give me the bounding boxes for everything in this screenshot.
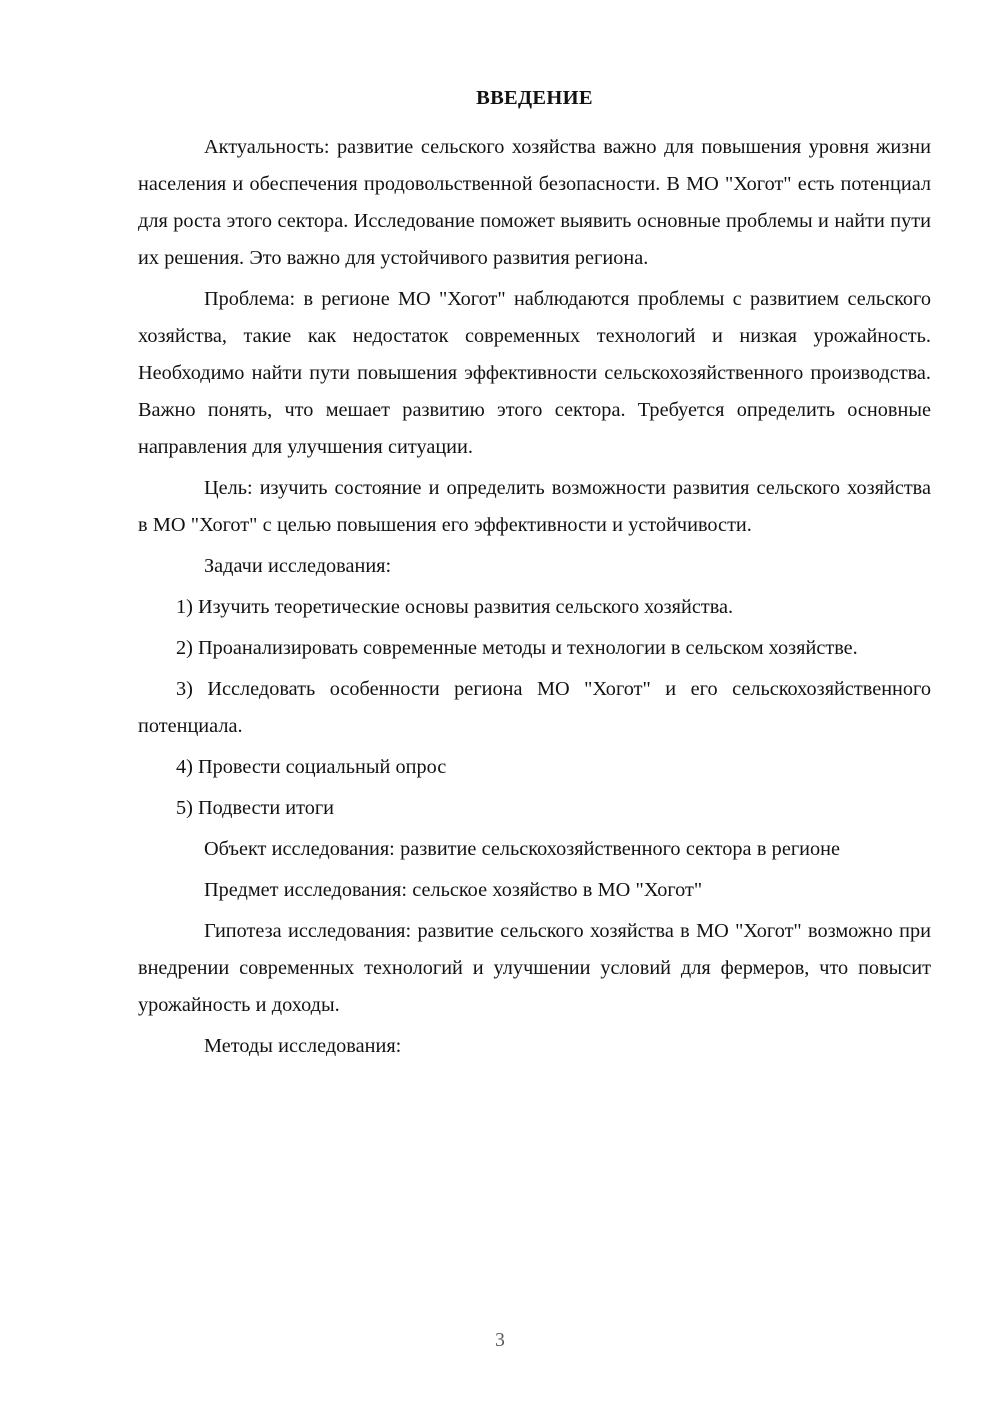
paragraph-relevance: Актуальность: развитие сельского хозяйства важно для повышения уровня жизни населения и обеспечения продовольственной безопасности. В МО "Хогот" есть потенциал для роста этого сектора. Исследование поможет выявить основные проблемы и найти пути их решения. Это важно для устойчивого развития региона. bbox=[138, 135, 931, 269]
paragraph-object: Объект исследования: развитие сельскохозяйственного сектора в регионе bbox=[204, 837, 840, 860]
page-title: ВВЕДЕНИЕ bbox=[476, 87, 593, 109]
list-item: 1) Изучить теоретические основы развития сельского хозяйства. bbox=[176, 595, 734, 618]
list-item: 5) Подвести итоги bbox=[176, 796, 335, 819]
paragraph-subject: Предмет исследования: сельское хозяйство в МО "Хогот" bbox=[204, 878, 703, 901]
methods-heading: Методы исследования: bbox=[204, 1034, 402, 1057]
list-item: 4) Провести социальный опрос bbox=[176, 755, 447, 778]
page-number: 3 bbox=[495, 1330, 505, 1351]
paragraph-goal: Цель: изучить состояние и определить возможности развития сельского хозяйства в МО "Хогот" с целью повышения его эффективности и устойчивости. bbox=[138, 476, 931, 536]
paragraph-problem: Проблема: в регионе МО "Хогот" наблюдаются проблемы с развитием сельского хозяйства, такие как недостаток современных технологий и низкая урожайность. Необходимо найти пути повышения эффективности сельскохозяйственного производства. Важно понять, что мешает развитию этого сектора. Требуется определить основные направления для улучшения ситуации. bbox=[138, 287, 931, 458]
tasks-heading: Задачи исследования: bbox=[204, 554, 392, 577]
list-item: 3) Исследовать особенности региона МО "Хогот" и его сельскохозяйственного потенциала. bbox=[138, 677, 931, 737]
list-item: 2) Проанализировать современные методы и технологии в сельском хозяйстве. bbox=[176, 636, 858, 659]
paragraph-hypothesis: Гипотеза исследования: развитие сельского хозяйства в МО "Хогот" возможно при внедрении современных технологий и улучшении условий для фермеров, что повысит урожайность и доходы. bbox=[138, 919, 931, 1016]
page-content bbox=[138, 88, 931, 1069]
